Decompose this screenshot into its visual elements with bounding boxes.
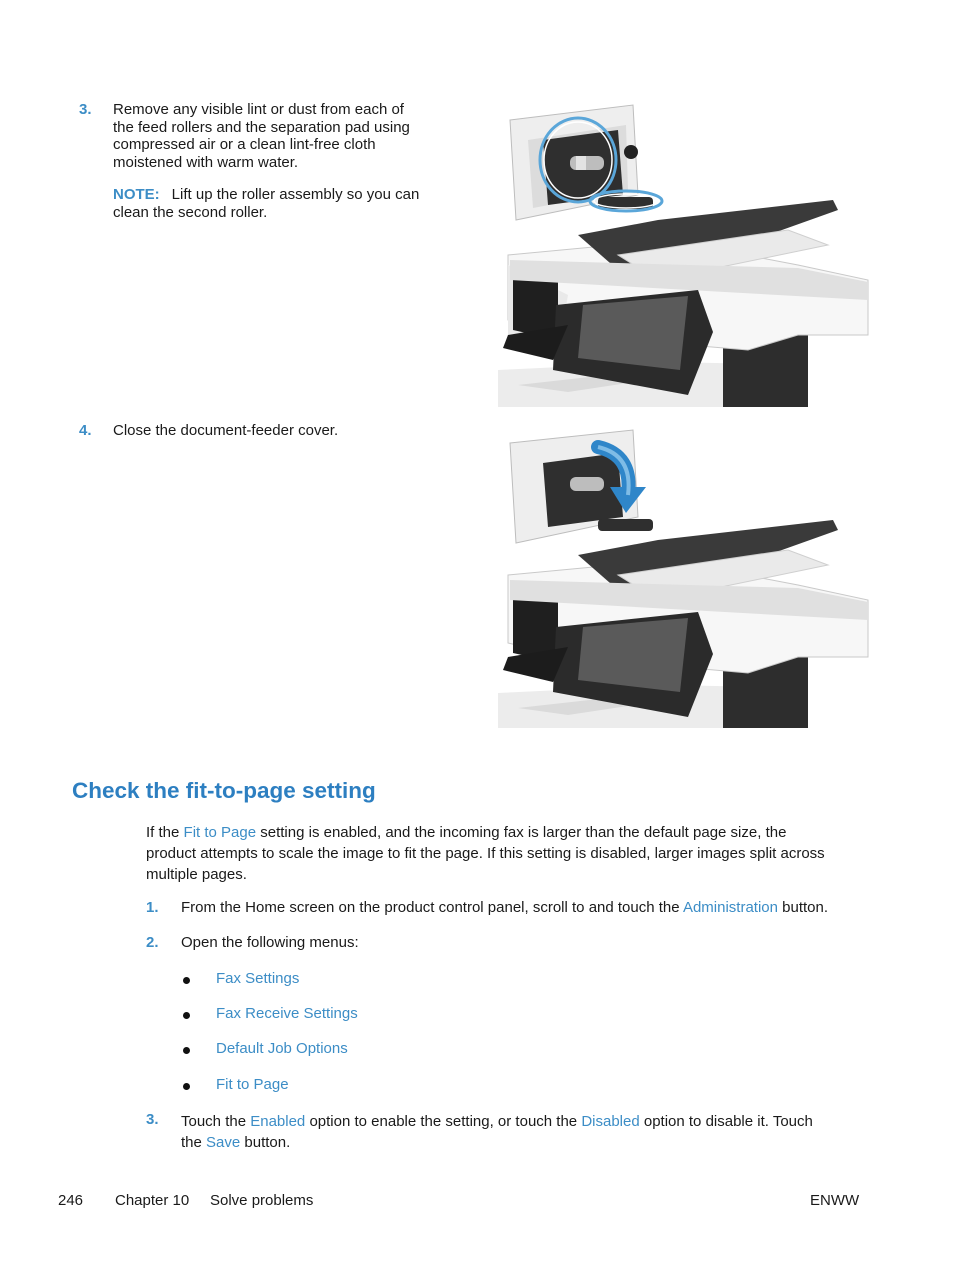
section-title: Check the fit-to-page setting [72, 778, 376, 803]
proc-step-3-text [181, 1111, 881, 1153]
menu-item-fit-to-page: Fit to Page [216, 1076, 289, 1093]
menu-item-default-job-options: Default Job Options [216, 1040, 348, 1057]
close-feeder-cover-figure [498, 425, 873, 728]
footer-chapter: Chapter 10 [115, 1192, 190, 1209]
fit-to-page-link: Fit to Page [183, 824, 257, 841]
administration-link: Administration [682, 899, 778, 916]
bullet-icon [183, 1083, 190, 1090]
page-number: 246 [58, 1192, 84, 1209]
footer-chapter-title: Solve problems [210, 1192, 314, 1209]
proc-step-1-number: 1. [146, 899, 159, 916]
proc-step-3-number: 3. [146, 1111, 159, 1128]
intro-text: If the [146, 824, 184, 841]
step-text: From the Home screen on the product control panel, scroll to and touch the [181, 899, 683, 916]
step-4-text: Close the document-feeder cover. [113, 422, 339, 439]
menu-item-fax-settings: Fax Settings [216, 970, 300, 987]
intro-text: setting is enabled, and the incoming fax is larger than the default page size, the [256, 824, 787, 841]
disabled-link: Disabled [581, 1113, 640, 1130]
step-text: button. [778, 899, 829, 916]
intro-paragraph [146, 822, 866, 885]
step-text: option to disable it. Touch [639, 1113, 813, 1130]
intro-text: product attempts to scale the image to fit the page. If this setting is disabled, larger images split across [146, 845, 825, 862]
step-4-number: 4. [79, 422, 92, 439]
step-3-number: 3. [79, 101, 92, 118]
step-3-line: Remove any visible lint or dust from each of [113, 101, 404, 118]
step-text: button. [240, 1134, 291, 1151]
step-text: the [181, 1134, 207, 1151]
note-text: Lift up the roller assembly so you can [171, 186, 420, 203]
save-link: Save [206, 1134, 241, 1151]
menu-item-fax-receive-settings: Fax Receive Settings [216, 1005, 358, 1022]
intro-text: multiple pages. [146, 866, 247, 883]
note-label: NOTE: [113, 186, 160, 203]
bullet-icon [183, 1047, 190, 1054]
step-text: Touch the [181, 1113, 251, 1130]
step-3-line: the feed rollers and the separation pad using [113, 118, 410, 136]
step-3-text [113, 101, 453, 171]
step-text: option to enable the setting, or touch the [305, 1113, 582, 1130]
step-3-line: moistened with warm water. [113, 153, 299, 171]
proc-step-1-text [181, 899, 881, 917]
footer-enww: ENWW [810, 1192, 860, 1209]
note [113, 186, 463, 221]
step-3-line: compressed air or a clean lint-free cloth [113, 136, 376, 153]
bullet-icon [183, 977, 190, 984]
printer-rollers-figure [498, 100, 873, 407]
proc-step-2-number: 2. [146, 934, 159, 951]
enabled-link: Enabled [250, 1113, 306, 1130]
bullet-icon [183, 1012, 190, 1019]
proc-step-2-text: Open the following menus: [181, 934, 359, 951]
note-text-cont: clean the second roller. [113, 203, 268, 221]
